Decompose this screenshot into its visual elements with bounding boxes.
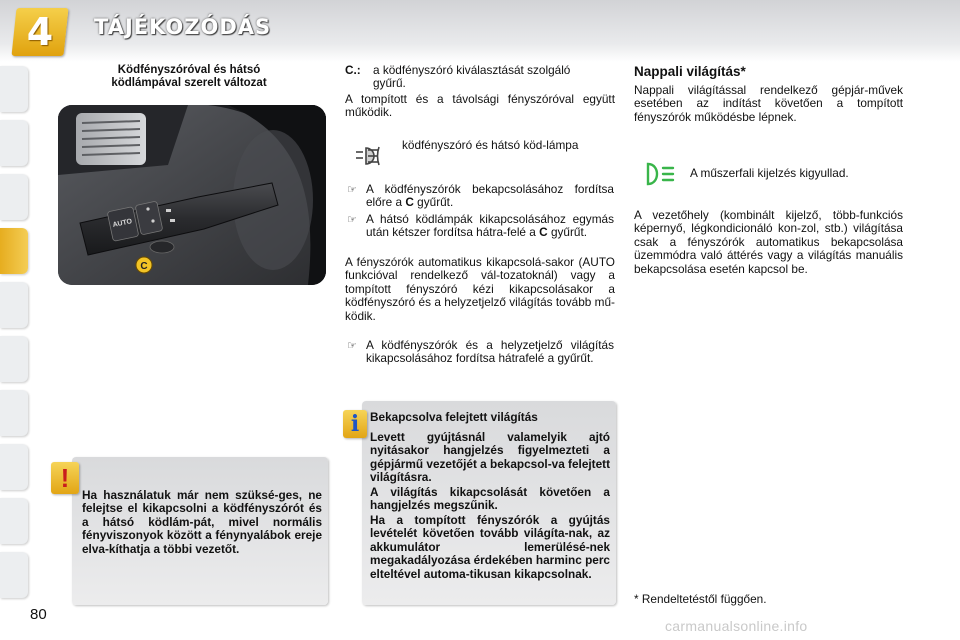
bullet-1-post: gyűrűt.	[417, 195, 454, 210]
section-heading-daytime-lights: Nappali világítás*	[634, 64, 746, 79]
side-tab-9[interactable]	[0, 498, 28, 544]
side-tab-2[interactable]	[0, 120, 28, 166]
c-ring-label: C.:	[345, 63, 361, 77]
bullet-1-bold: C	[405, 195, 414, 210]
footnote: * Rendeltetéstől függően.	[634, 592, 767, 606]
side-tab-10[interactable]	[0, 552, 28, 598]
light-stalk-photo	[58, 105, 326, 285]
bullet-2-pre: A hátsó ködlámpák kikapcsolásához egymás után kétszer fordítsa hátra-felé a	[366, 212, 614, 240]
dashboard-indicator-caption: A műszerfali kijelzés kigyullad.	[690, 166, 849, 180]
paragraph-auto-off: A fényszórók automatikus kikapcsolá-sakor (AUTO funkcióval rendelkező vál-tozatoknál) vagy a tompított fényszóró kézi kikapcsolásakor a ködfényszóró és a helyzetjelző világítás tovább mű-ködik.	[345, 255, 615, 323]
info-paragraph-1: Levett gyújtásnál valamelyik ajtó nyitásakor hangjelzés figyelmezteti a gépjármű vezetőjét a bekapcsol-va felejtett világításra.	[370, 430, 610, 485]
paragraph-works-with: A tompított és a távolsági fényszóróval együtt működik.	[345, 92, 615, 120]
side-tab-3[interactable]	[0, 174, 28, 220]
side-tab-5[interactable]	[0, 282, 28, 328]
c-ring-description: a ködfényszóró kiválasztását szolgáló gyűrű.	[373, 63, 571, 91]
ring-c-label: C	[140, 261, 148, 272]
bullet-1-text	[366, 183, 614, 210]
bullet-1-marker: ☞	[347, 184, 357, 196]
daytime-running-light-icon	[636, 160, 676, 188]
chapter-title: TÁJÉKOZÓDÁS	[94, 15, 272, 39]
exclamation-icon: !	[51, 462, 79, 494]
bullet-2-bold: C	[539, 225, 548, 240]
side-tab-4-active[interactable]	[0, 228, 28, 274]
info-paragraph-2: A világítás kikapcsolását követően a hangjelzés megszűnik.	[370, 485, 610, 513]
bullet-3-text: A ködfényszórók és a helyzetjelző világítás kikapcsolásához fordítsa hátrafelé a gyűrűt.	[366, 338, 614, 366]
bullet-2-post: gyűrűt.	[550, 225, 588, 240]
side-tab-1[interactable]	[0, 66, 28, 112]
paragraph-daytime-intro: Nappali világítással rendelkező gépjár-művek esetében az indítást követően a tompított fényszórók működésbe lépnek.	[634, 83, 903, 124]
info-icon: i	[343, 410, 367, 438]
warning-text: Ha használatuk már nem szüksé-ges, ne felejtse el kikapcsolni a ködfényszórót és a hátsó ködlám-pát, mivel normális fényviszonyok között a fénynyalábok ereje elva-kíthatja a többi vezetőt.	[82, 488, 322, 556]
c-ring-definition	[345, 63, 615, 91]
chapter-badge	[11, 8, 68, 56]
bullet-3-marker: ☞	[347, 340, 357, 352]
side-tab-8[interactable]	[0, 444, 28, 490]
watermark: carmanualsonline.info	[665, 618, 808, 634]
air-vent	[76, 113, 146, 165]
bullet-2-marker: ☞	[347, 214, 357, 226]
fog-light-icon	[352, 140, 390, 172]
paragraph-dashboard-lighting: A vezetőhely (kombinált kijelző, több-funkciós képernyő, légkondicionáló kon-zol, stb.) világítása csak a fényszórók automatikus bekapcsolása üzemmódra való áttérés vagy a világítás manuális bekapcsolása esetén kapcsol be.	[634, 208, 903, 276]
light-stalk-illustration	[58, 105, 326, 285]
side-tab-6[interactable]	[0, 336, 28, 382]
chapter-number: 4	[26, 10, 54, 54]
info-heading: Bekapcsolva felejtett világítás	[370, 410, 538, 424]
bullet-1-pre: A ködfényszórók bekapcsolásához fordítsa előre a	[366, 182, 614, 210]
stalk-auto-text: AUTO	[112, 218, 133, 229]
info-paragraph-3: Ha a tompított fényszórók a gyújtás levételét követően tovább világíta-nak, az akkumulátor lemerülésé-nek megakadályozása érdekében harminc perc elteltével automa-tikusan kikapcsolnak.	[370, 513, 610, 581]
fog-icon-caption: ködfényszóró és hátsó köd-lámpa	[402, 138, 579, 152]
ring-c-marker	[136, 257, 152, 273]
page-number: 80	[30, 606, 47, 623]
bullet-2-text	[366, 213, 614, 240]
side-tab-7[interactable]	[0, 390, 28, 436]
section-heading-foglights: Ködfényszóróval és hátsó ködlámpával szerelt változat	[111, 64, 267, 89]
